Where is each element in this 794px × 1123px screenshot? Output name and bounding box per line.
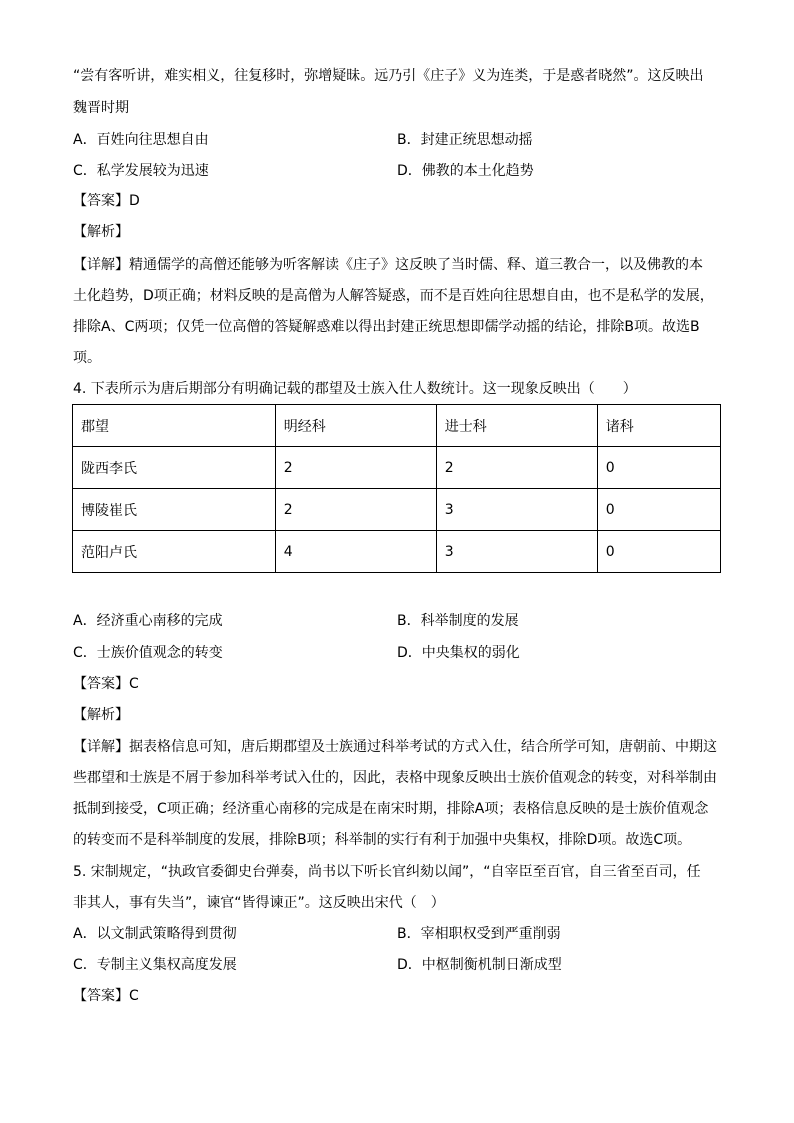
- table-cell: 4: [275, 531, 436, 573]
- q4-data-table: [72, 404, 721, 573]
- q3-detail-line-2: 土化趋势，D项正确；材料反映的是高僧为人解答疑惑，而不是百姓向往思想自由，也不是私学的发展，: [73, 288, 714, 304]
- table-cell: 3: [436, 489, 597, 531]
- q3-option-b: B．封建正统思想动摇: [397, 132, 533, 148]
- table-row: [73, 447, 721, 489]
- table-header-cell: 明经科: [275, 405, 436, 447]
- q5-option-a: A．以文制武策略得到贯彻: [73, 926, 237, 942]
- q3-detail-text-1: 精通儒学的高僧还能够为听客解读《庄子》这反映了当时儒、释、道三教合一，以及佛教的本: [129, 257, 703, 273]
- q5-option-b: B．宰相职权受到严重削弱: [397, 926, 561, 942]
- q4-answer: [73, 674, 139, 694]
- q3-option-d: D．佛教的本土化趋势: [397, 163, 534, 179]
- q4-option-a: A．经济重心南移的完成: [73, 613, 223, 629]
- q4-analysis-label: 【解析】: [73, 707, 129, 723]
- q4-detail-label: 【详解】: [73, 739, 129, 755]
- q4-answer-label: 【答案】: [73, 676, 129, 692]
- table-cell: 2: [275, 447, 436, 489]
- q4-detail-line-4: 的转变而不是科举制度的发展，排除B项；科举制的实行有利于加强中央集权，排除D项。故选C项。: [73, 832, 692, 848]
- q3-detail-label: 【详解】: [73, 257, 129, 273]
- q4-option-d: D．中央集权的弱化: [397, 645, 520, 661]
- q4-detail-line-2: 些郡望和士族是不屑于参加科举考试入仕的，因此，表格中现象反映出士族价值观念的转变，对科举制由: [73, 770, 717, 786]
- q5-answer-label: 【答案】: [73, 988, 129, 1004]
- table-cell: 博陵崔氏: [73, 489, 276, 531]
- table-row: [73, 531, 721, 573]
- table-cell: 3: [436, 531, 597, 573]
- table-cell: 陇西李氏: [73, 447, 276, 489]
- table-cell: 2: [436, 447, 597, 489]
- q3-stem-line-1: “尝有客听讲，难实相义，往复移时，弥增疑昧。远乃引《庄子》义为连类，于是惑者晓然”。这反映出: [73, 68, 704, 84]
- q3-answer-value: D: [129, 193, 140, 209]
- q3-answer-label: 【答案】: [73, 193, 129, 209]
- q4-detail-line-1: [73, 737, 717, 757]
- q3-option-a: A．百姓向往思想自由: [73, 132, 209, 148]
- q5-answer-value: C: [129, 988, 139, 1004]
- table-row: [73, 489, 721, 531]
- table-header-cell: 郡望: [73, 405, 276, 447]
- table-cell: 2: [275, 489, 436, 531]
- q5-option-c: C．专制主义集权高度发展: [73, 957, 237, 973]
- q4-detail-line-3: 抵制到接受，C项正确；经济重心南移的完成是在南宋时期，排除A项；表格信息反映的是士族价值观念: [73, 801, 709, 817]
- table-header-cell: 诸科: [597, 405, 720, 447]
- table-cell: 0: [597, 489, 720, 531]
- q3-option-c: C．私学发展较为迅速: [73, 163, 209, 179]
- q3-stem-line-2: 魏晋时期: [73, 100, 129, 116]
- q5-stem-line-2: 非其人，事有失当”，谏官“皆得谏正”。这反映出宋代（ ）: [73, 895, 445, 911]
- q3-detail-line-3: 排除A、C两项；仅凭一位高僧的答疑解惑难以得出封建正统思想即儒学动摇的结论，排除B项。故选B: [73, 319, 700, 335]
- q5-stem-line-1: 5. 宋制规定，“执政官委御史台弹奏，尚书以下听长官纠劾以闻”，“自宰臣至百官，自三省至百司，任: [73, 864, 701, 880]
- q3-answer: [73, 191, 140, 211]
- q3-analysis-label: 【解析】: [73, 224, 129, 240]
- q3-detail-line-1: [73, 255, 703, 275]
- table-header-cell: 进士科: [436, 405, 597, 447]
- table-cell: 0: [597, 447, 720, 489]
- q4-stem: 4. 下表所示为唐后期部分有明确记载的郡望及士族入仕人数统计。这一现象反映出（ ）: [73, 381, 637, 397]
- q5-answer: [73, 986, 139, 1006]
- q3-detail-line-4: 项。: [73, 350, 101, 366]
- table-header-row: [73, 405, 721, 447]
- q4-detail-text-1: 据表格信息可知，唐后期郡望及士族通过科举考试的方式入仕，结合所学可知，唐朝前、中期这: [129, 739, 717, 755]
- q5-option-d: D．中枢制衡机制日渐成型: [397, 957, 562, 973]
- table-cell: 0: [597, 531, 720, 573]
- q4-answer-value: C: [129, 676, 139, 692]
- q4-option-b: B．科举制度的发展: [397, 613, 519, 629]
- table-cell: 范阳卢氏: [73, 531, 276, 573]
- q4-option-c: C．士族价值观念的转变: [73, 645, 223, 661]
